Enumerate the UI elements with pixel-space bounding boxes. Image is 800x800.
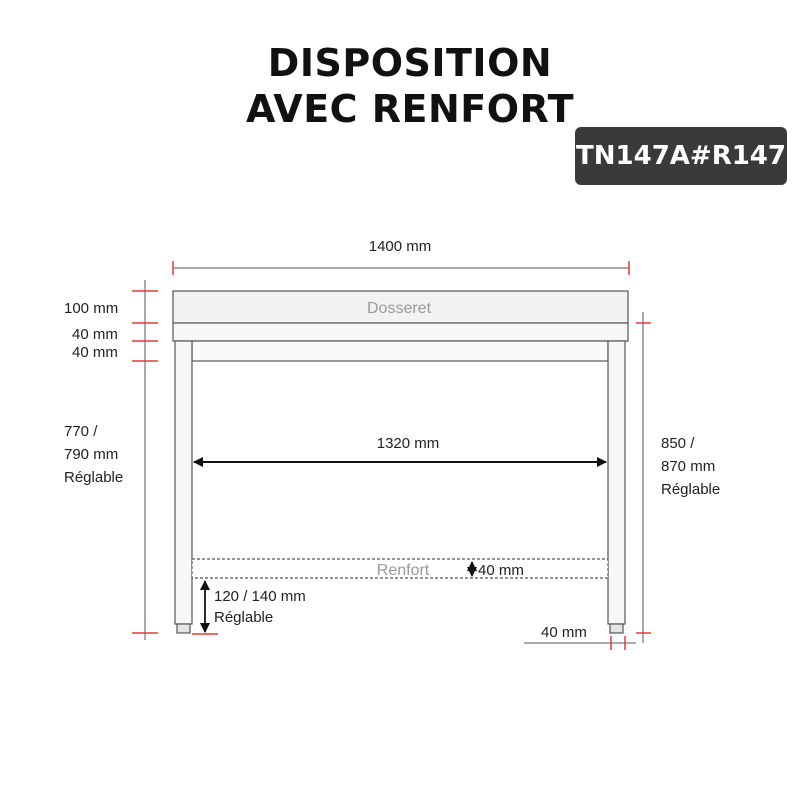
renfort-elevation-line-1: 120 / 140 mm — [214, 588, 306, 605]
right-height-line-2: 870 mm — [661, 458, 716, 475]
right-foot — [610, 624, 623, 633]
left-height-line-2: 790 mm — [64, 446, 119, 463]
backsplash-height-label: 100 mm — [64, 300, 119, 317]
title-line-1: DISPOSITION — [267, 41, 553, 85]
left-height-dimension — [132, 280, 158, 640]
right-height-dimension — [636, 312, 651, 643]
leg-width-label: 40 mm — [541, 624, 587, 641]
product-code-badge: TN147A#R147 — [575, 127, 787, 185]
renfort-label: Renfort — [376, 562, 430, 579]
inner-width-dimension — [194, 435, 606, 462]
total-width-label: 1400 mm — [368, 238, 432, 255]
title-line-2: AVEC RENFORT — [245, 87, 575, 131]
front-frame — [192, 341, 608, 361]
frame-height-label: 40 mm — [72, 344, 118, 361]
right-leg — [608, 341, 625, 624]
left-height-line-1: 770 / — [64, 423, 98, 440]
left-foot — [177, 624, 190, 633]
inner-width-label: 1320 mm — [376, 435, 440, 452]
right-height-line-3: Réglable — [661, 481, 721, 498]
left-leg — [175, 341, 192, 624]
left-height-line-3: Réglable — [64, 469, 124, 486]
renfort-elevation-line-2: Réglable — [214, 609, 274, 626]
table-top — [173, 323, 628, 341]
right-height-line-1: 850 / — [661, 435, 695, 452]
top-thickness-label: 40 mm — [72, 326, 118, 343]
renfort-height-label: 40 mm — [478, 562, 524, 579]
total-width-dimension — [173, 238, 629, 275]
dosseret-label: Dosseret — [366, 300, 432, 317]
